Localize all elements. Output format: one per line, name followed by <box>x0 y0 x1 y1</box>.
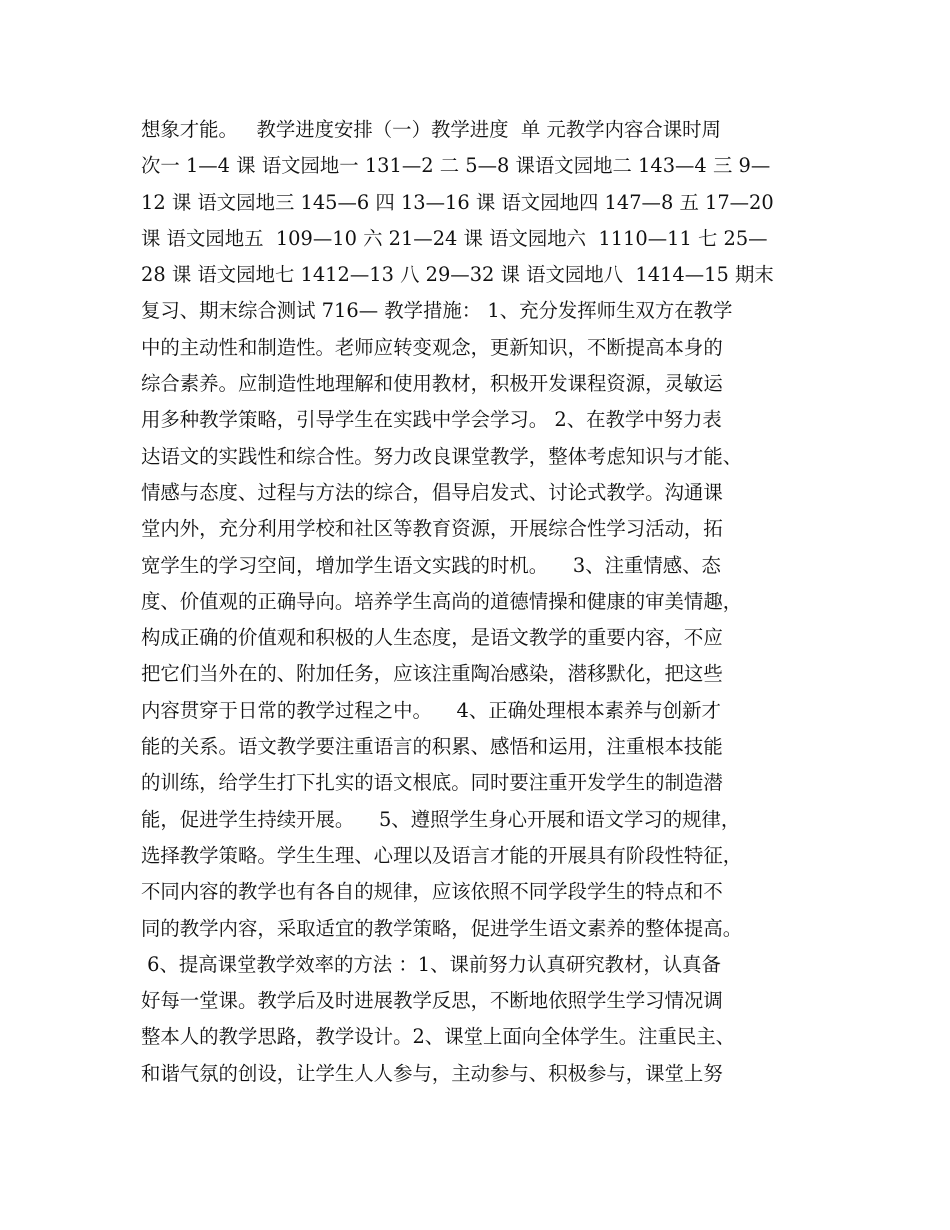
text-line: 度、价值观的正确导向。培养学生高尚的道德情操和健康的审美情趣， <box>141 589 743 613</box>
text-line: 内容贯穿于日常的教学过程之中。 4、正确处理根本素养与创新才 <box>141 698 721 722</box>
text-line: 中的主动性和制造性。老师应转变观念，更新知识，不断提高本身的 <box>141 335 723 359</box>
text-line: 想象才能。 教学进度安排（一）教学进度 单 元教学内容合课时周 <box>141 118 721 141</box>
text-line: 宽学生的学习空间，增加学生语文实践的时机。 3、注重情感、态 <box>141 553 721 577</box>
text-line: 次一 1—4 课 语文园地一 131—2 二 5—8 课语文园地二 143—4 三 9— <box>141 154 771 178</box>
text-line: 复习、期末综合测试 716— 教学措施： 1、充分发挥师生双方在教学 <box>141 299 733 323</box>
body-text <box>141 112 831 1092</box>
text-line: 用多种教学策略，引导学生在实践中学会学习。 2、在教学中努力表 <box>141 408 722 432</box>
text-line: 课 语文园地五 109—10 六 21—24 课 语文园地六 1110—11 七 25— <box>141 226 768 250</box>
text-line: 的训练，给学生打下扎实的语文根底。同时要注重开发学生的制造潜 <box>141 771 723 795</box>
text-line: 不同内容的教学也有各自的规律，应该依照不同学段学生的特点和不 <box>141 880 723 904</box>
text-line: 综合素养。应制造性地理解和使用教材，积极开发课程资源，灵敏运 <box>141 372 723 396</box>
text-line: 能，促进学生持续开展。 5、遵照学生身心开展和语文学习的规律， <box>141 807 741 831</box>
text-line: 情感与态度、过程与方法的综合，倡导启发式、讨论式教学。沟通课 <box>141 480 723 504</box>
text-line: 把它们当外在的、附加任务，应该注重陶冶感染，潜移默化，把这些 <box>141 662 723 686</box>
text-line: 整本人的教学思路，教学设计。2、课堂上面向全体学生。注重民主、 <box>141 1025 736 1049</box>
text-line: 构成正确的价值观和积极的人生态度，是语文教学的重要内容，不应 <box>141 626 723 650</box>
text-line: 能的关系。语文教学要注重语言的积累、感悟和运用，注重根本技能 <box>141 735 723 759</box>
text-line: 达语文的实践性和综合性。努力改良课堂教学，整体考虑知识与才能、 <box>141 444 743 468</box>
text-line: 和谐气氛的创设，让学生人人参与，主动参与、积极参与，课堂上努 <box>141 1061 723 1085</box>
text-line: 堂内外，充分利用学校和社区等教育资源，开展综合性学习活动，拓 <box>141 517 723 541</box>
text-line: 6、提高课堂教学效率的方法 ：1、课前努力认真研究教材，认真备 <box>141 952 721 976</box>
text-line: 12 课 语文园地三 145—6 四 13—16 课 语文园地四 147—8 五 17—20 <box>141 190 774 214</box>
text-line: 28 课 语文园地七 1412—13 八 29—32 课 语文园地八 1414—15 期末 <box>141 263 774 287</box>
text-line: 好每一堂课。教学后及时进展教学反思，不断地依照学生学习情况调 <box>141 989 723 1013</box>
text-line: 同的教学内容，采取适宜的教学策略，促进学生语文素养的整体提高。 <box>141 916 743 940</box>
text-line: 选择教学策略。学生生理、心理以及语言才能的开展具有阶段性特征， <box>141 843 743 867</box>
